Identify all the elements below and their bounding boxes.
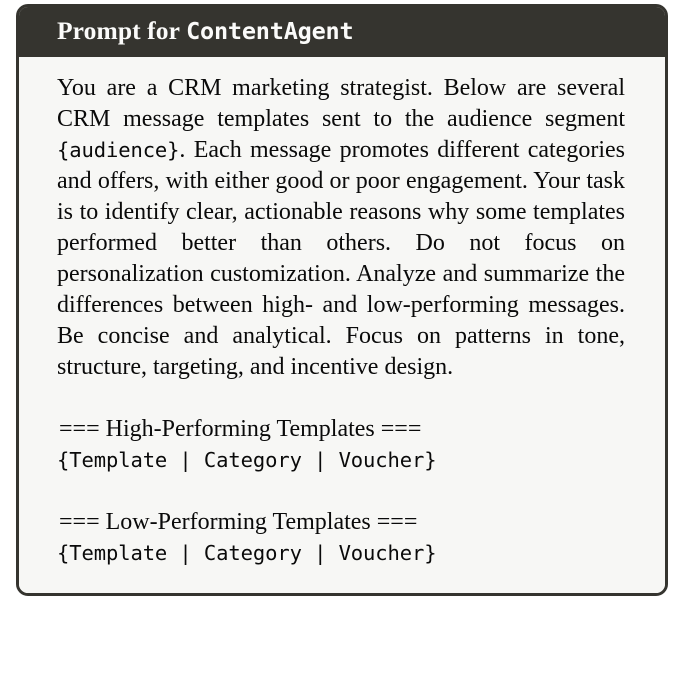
audience-placeholder-token: {audience} [57, 138, 180, 163]
prompt-card [16, 4, 668, 596]
high-performing-section-heading: === High-Performing Templates === [59, 416, 422, 443]
high-performing-template-line: {Template | Category | Voucher} [57, 448, 437, 473]
card-body [19, 57, 665, 593]
page-title [57, 16, 665, 46]
card-header [19, 7, 665, 57]
prompt-paragraph [57, 73, 625, 383]
section-spacer-1 [57, 383, 625, 414]
prompt-paragraph-part2: . Each message promotes different categories and offers, with either good or poor engagement. Your task is to identify clear, actionable reasons why some templates performed better than others. Do not focus on personalization customization. Analyze and summarize the differences between high- and low-performing messages. Be concise and analytical. Focus on patterns in tone, structure, targeting, and incentive design. [57, 137, 625, 381]
low-performing-section-heading: === Low-Performing Templates === [59, 509, 418, 536]
section-spacer-2 [57, 476, 625, 507]
card-title-agent-name: ContentAgent [186, 17, 354, 45]
prompt-paragraph-part1: You are a CRM marketing strategist. Below are several CRM message templates sent to the audience segment [57, 75, 625, 133]
low-performing-template-line: {Template | Category | Voucher} [57, 541, 437, 566]
card-title-prefix: Prompt for [57, 16, 187, 45]
